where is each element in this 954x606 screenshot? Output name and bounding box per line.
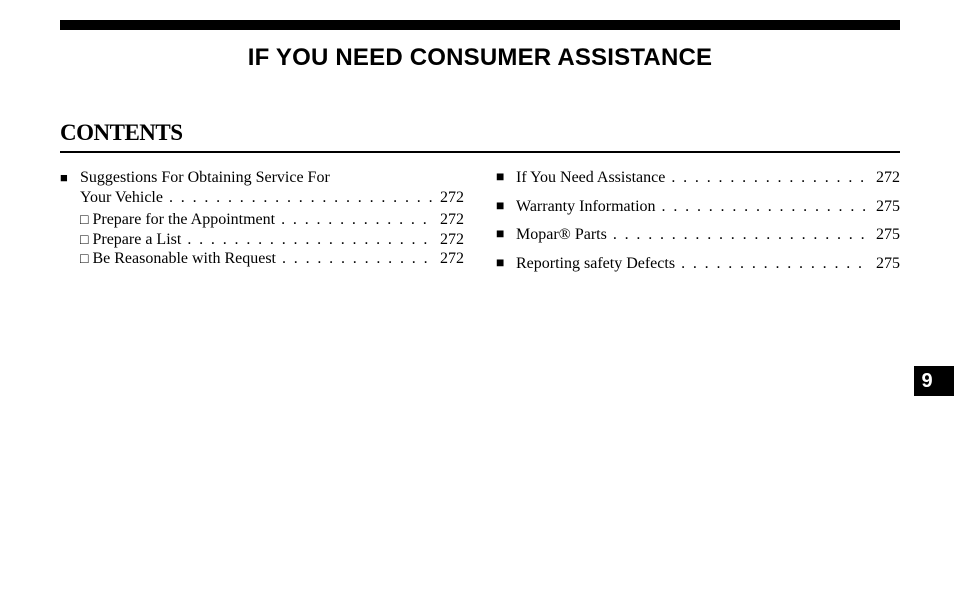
square-bullet-icon: ■	[496, 198, 505, 214]
chapter-tab: 9	[914, 366, 954, 396]
chapter-title: IF YOU NEED CONSUMER ASSISTANCE	[247, 44, 713, 71]
toc-subentry-be-reasonable[interactable]	[80, 250, 464, 270]
toc-entry-suggestions[interactable]	[60, 168, 464, 208]
dot-leader	[662, 197, 870, 217]
checkbox-bullet-icon: □	[80, 232, 89, 248]
contents-rule	[60, 151, 900, 153]
toc-entry-mopar-parts[interactable]	[496, 225, 900, 254]
dot-leader	[613, 225, 870, 245]
dot-leader	[681, 254, 870, 274]
toc-subentry-prepare-appointment[interactable]	[80, 211, 464, 231]
toc-entry-label: Reporting safety Defects	[516, 254, 676, 272]
dot-leader	[671, 168, 870, 188]
dot-leader	[281, 211, 434, 230]
toc-page-number: 275	[876, 254, 900, 272]
toc-page-number: 272	[440, 189, 464, 206]
dot-leader	[282, 250, 434, 269]
checkbox-bullet-icon: □	[80, 252, 89, 267]
toc-subentry-prepare-list[interactable]	[80, 231, 464, 251]
toc-entry-label: Warranty Information	[516, 197, 656, 215]
toc-entry-warranty[interactable]	[496, 197, 900, 226]
toc-entry-label-line1: Suggestions For Obtaining Service For	[80, 169, 330, 186]
contents-heading: CONTENTS	[60, 120, 183, 145]
toc-entry-need-assistance[interactable]	[496, 168, 900, 197]
toc-page-number: 275	[876, 197, 900, 215]
dot-leader	[187, 231, 434, 250]
top-rule	[60, 20, 900, 30]
checkbox-bullet-icon: □	[80, 213, 89, 228]
toc-left-column	[60, 168, 464, 270]
square-bullet-icon: ■	[496, 170, 505, 185]
toc-page-number: 272	[440, 211, 464, 228]
toc-entry-label: Mopar® Parts	[516, 226, 607, 243]
dot-leader	[169, 188, 434, 208]
toc-subentry-label: Prepare a List	[92, 230, 182, 248]
toc-page-number: 272	[440, 250, 464, 267]
toc-entry-line2	[80, 188, 464, 208]
toc-subentry-label: Be Reasonable with Request	[92, 250, 276, 267]
toc-right-column	[496, 168, 900, 282]
square-bullet-icon: ■	[496, 255, 505, 271]
toc-subentry-label: Prepare for the Appointment	[92, 211, 276, 228]
toc-page-number: 272	[440, 230, 464, 248]
toc-page-number: 272	[876, 169, 900, 186]
square-bullet-icon: ■	[496, 227, 505, 242]
toc-entry-label: If You Need Assistance	[516, 169, 666, 186]
toc-entry-label-line2: Your Vehicle	[80, 189, 163, 206]
toc-page-number: 275	[876, 226, 900, 243]
square-bullet-icon: ■	[60, 170, 68, 185]
toc-entry-safety-defects[interactable]	[496, 254, 900, 283]
